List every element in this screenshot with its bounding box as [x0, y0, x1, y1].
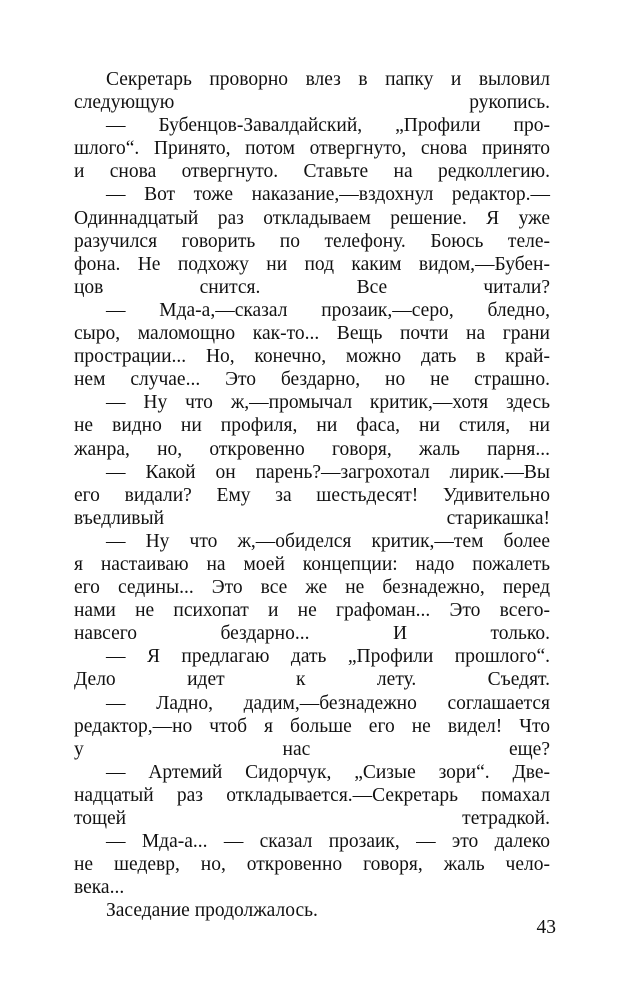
text-line: не видно ни профиля, ни фаса, ни стиля, ни — [74, 415, 550, 437]
text-line: цов снится. Все читали? — [74, 276, 550, 298]
text-line: Секретарь проворно влез в папку и выловил — [106, 69, 550, 90]
text-line: — Бубенцов-Завалдайский, „Профили про- — [106, 115, 550, 137]
text-line: и снова отвергнуто. Ставьте на редколлегию. — [74, 161, 550, 183]
text-line: нами не психопат и не графоман... Это всего- — [74, 600, 550, 622]
text-line: Дело идет к лету. Съедят. — [74, 669, 550, 691]
text-line: разучился говорить по телефону. Боюсь теле- — [74, 230, 550, 252]
text-line: следующую рукопись. — [74, 92, 550, 114]
paragraph — [74, 183, 550, 298]
text-line: сыро, маломощно как-то... Вещь почти на грани — [74, 323, 550, 345]
text-line: фона. Не подхожу ни под каким видом,—Бубен- — [74, 253, 550, 275]
text-line: навсего бездарно... И только. — [74, 623, 550, 645]
paragraph — [74, 899, 550, 922]
paragraph — [74, 299, 550, 391]
paragraph — [74, 530, 550, 645]
text-line: нем случае... Это бездарно, но не страшно. — [74, 369, 550, 391]
text-line: надцатый раз откладывается.—Секретарь помахал — [74, 784, 550, 806]
text-line: — Ладно, дадим,—безнадежно соглашается — [106, 692, 550, 714]
text-line: въедливый старикашка! — [74, 507, 550, 529]
text-line: жанра, но, откровенно говоря, жаль парня... — [74, 438, 550, 460]
text-line: редактор,—но чтоб я больше его не видел! Что — [74, 715, 550, 737]
text-line: Одиннадцатый раз откладываем решение. Я уже — [74, 207, 550, 229]
text-line: века... — [74, 877, 125, 899]
page-number: 43 — [536, 917, 556, 938]
text-line: не шедевр, но, откровенно говоря, жаль чело- — [74, 854, 550, 876]
paragraph — [74, 761, 550, 830]
text-line: прострации... Но, конечно, можно дать в край- — [74, 346, 550, 368]
paragraph — [74, 645, 550, 691]
text-line: у нас еще? — [74, 738, 550, 760]
text-line: его видали? Ему за шестьдесят! Удивительно — [74, 484, 550, 506]
text-line: — Вот тоже наказание,—вздохнул редактор.— — [106, 184, 550, 206]
text-line: Заседание продолжалось. — [106, 900, 318, 922]
text-line: его седины... Это все же не безнадежно, перед — [74, 577, 550, 599]
paragraph — [74, 830, 550, 899]
paragraph — [74, 391, 550, 460]
book-page-text — [74, 68, 550, 922]
text-line: — Ну что ж,—обиделся критик,—тем более — [106, 530, 550, 552]
text-line: шлого“. Принято, потом отвергнуто, снова принято — [74, 138, 550, 160]
text-line: — Я предлагаю дать „Профили прошлого“. — [106, 646, 550, 668]
paragraph — [74, 114, 550, 183]
text-line: — Ну что ж,—промычал критик,—хотя здесь — [106, 392, 550, 414]
text-line: — Какой он парень?—загрохотал лирик.—Вы — [106, 461, 550, 483]
text-line: — Мда-а... — сказал прозаик, — это далеко — [106, 831, 550, 853]
text-line: — Мда-а,—сказал прозаик,—серо, бледно, — [106, 299, 550, 321]
text-line: тощей тетрадкой. — [74, 808, 550, 829]
paragraph — [74, 68, 550, 114]
paragraph — [74, 461, 550, 530]
text-line: — Артемий Сидорчук, „Сизые зори“. Две- — [106, 761, 550, 783]
text-line: я настаиваю на моей концепции: надо пожалеть — [74, 553, 550, 575]
paragraph — [74, 692, 550, 761]
